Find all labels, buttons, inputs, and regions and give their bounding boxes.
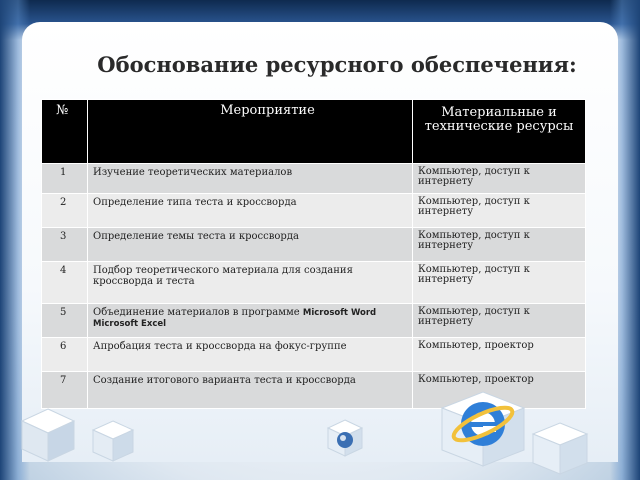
row-resources: Компьютер, доступ к интернету	[413, 194, 586, 228]
row-activity: Определение типа теста и кроссворда	[88, 194, 413, 228]
row-resources: Компьютер, доступ к интернету	[413, 262, 586, 304]
row-activity: Создание итогового варианта теста и кроссворда	[88, 372, 413, 409]
resource-table	[41, 99, 586, 409]
header-resources: Материальные и технические ресурсы	[413, 100, 586, 164]
table-header-row	[42, 100, 586, 164]
table-row	[42, 304, 586, 338]
table-row	[42, 164, 586, 194]
slide-title: Обоснование ресурсного обеспечения:	[97, 52, 577, 77]
globe-icon	[325, 418, 365, 458]
row-num: 4	[42, 262, 88, 304]
header-activity: Мероприятие	[88, 100, 413, 164]
row-num: 2	[42, 194, 88, 228]
row-num: 1	[42, 164, 88, 194]
internet-explorer-icon	[428, 388, 528, 468]
row-num: 7	[42, 372, 88, 409]
cube-icon	[90, 418, 136, 464]
table-row	[42, 262, 586, 304]
row-resources: Компьютер, проектор	[413, 338, 586, 372]
row-resources: Компьютер, доступ к интернету	[413, 164, 586, 194]
row-activity: Изучение теоретических материалов	[88, 164, 413, 194]
row-num: 6	[42, 338, 88, 372]
table-row	[42, 228, 586, 262]
row-resources: Компьютер, доступ к интернету	[413, 228, 586, 262]
row-resources: Компьютер, проектор	[413, 372, 586, 409]
table-row	[42, 194, 586, 228]
row-activity-text: Объединение материалов в программе	[93, 307, 303, 318]
cube-icon	[18, 405, 78, 465]
row-activity: Определение темы теста и кроссворда	[88, 228, 413, 262]
table-row	[42, 338, 586, 372]
row-activity: Подбор теоретического материала для создания кроссворда и теста	[88, 262, 413, 304]
cube-icon	[530, 420, 590, 476]
row-num: 5	[42, 304, 88, 338]
row-activity-software: Microsoft Word Microsoft Excel	[93, 308, 377, 329]
header-num: №	[42, 100, 88, 164]
row-num: 3	[42, 228, 88, 262]
row-resources: Компьютер, доступ к интернету	[413, 304, 586, 338]
row-activity: Апробация теста и кроссворда на фокус-группе	[88, 338, 413, 372]
row-activity	[88, 304, 413, 338]
